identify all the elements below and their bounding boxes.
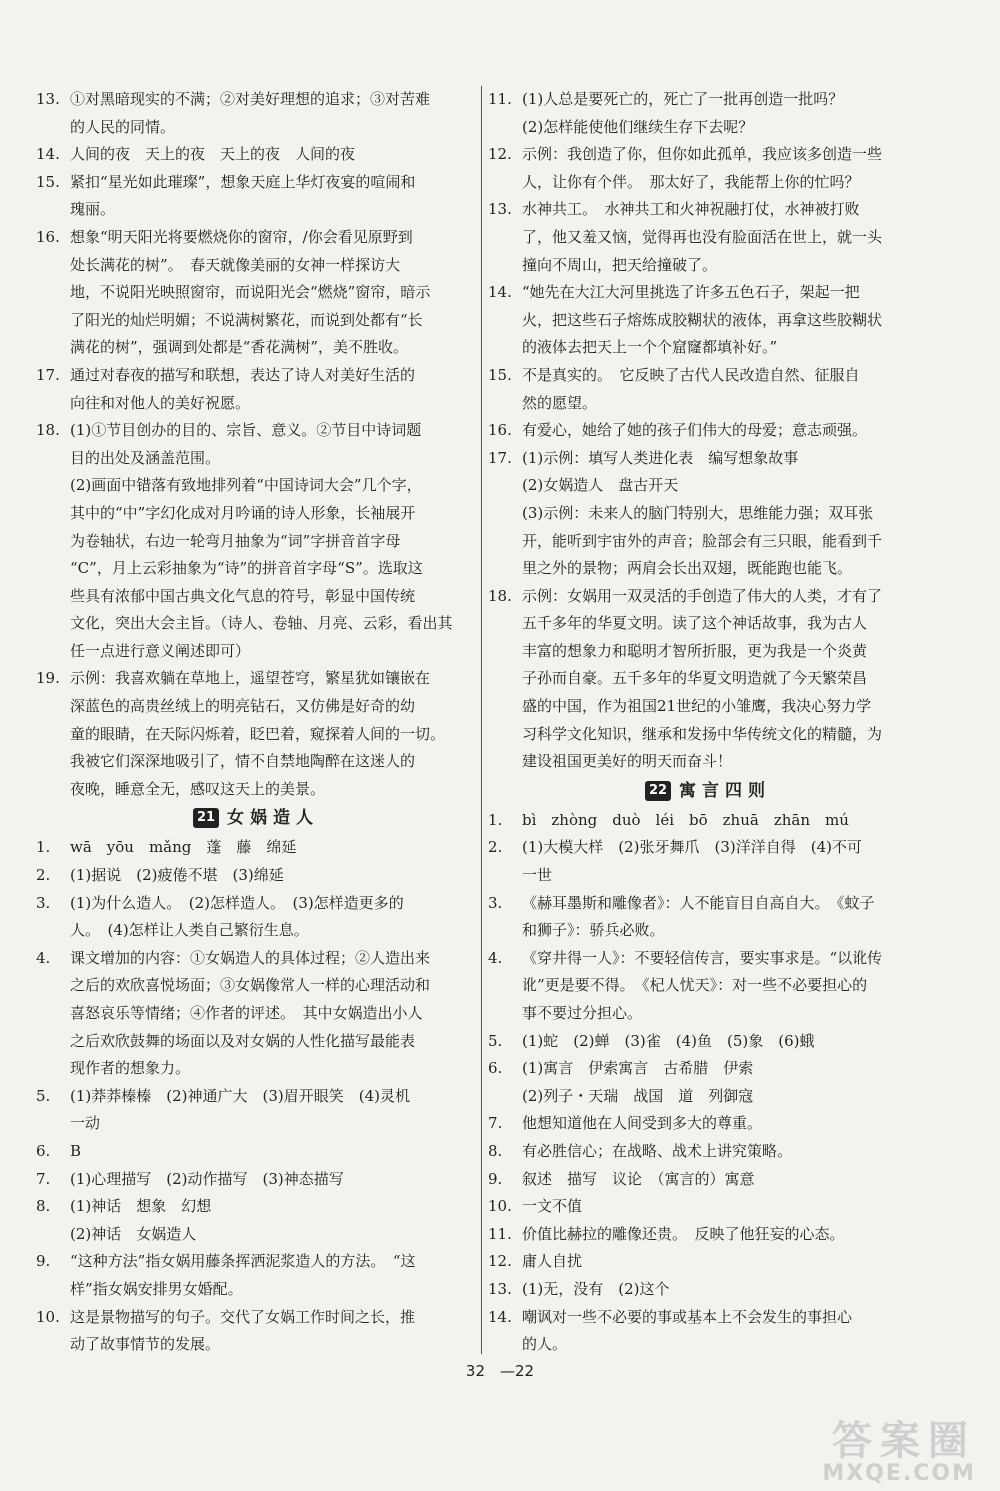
answer-line: (1)神话 想象 幻想: [70, 1197, 212, 1216]
answer-line: 撞向不周山，把天给撞破了。: [522, 255, 718, 274]
answer-number: 2.: [36, 866, 51, 885]
answer-item: [36, 86, 476, 141]
answer-number: 9.: [36, 1252, 51, 1271]
answer-line: 一文不值: [522, 1197, 583, 1216]
answer-line: 丰富的想象力和聪明才智所折服，更为我是一个炎黄: [522, 641, 868, 660]
answer-line: 《赫耳墨斯和雕像者》：人不能盲目自高自大。 《蚊子: [522, 893, 875, 912]
answer-line: 有必胜信心；在战略、战术上讲究策略。: [522, 1141, 793, 1160]
answer-item: [36, 417, 476, 665]
answer-line: 叙述 描写 议论 （寓言的）寓意: [522, 1169, 755, 1188]
answer-line: 深蓝色的高贵丝绒上的明亮钻石，又仿佛是好奇的幼: [70, 697, 416, 716]
answer-item: [36, 1138, 476, 1166]
answer-line: 示例：我创造了你，但你如此孤单，我应该多创造一些: [522, 145, 883, 164]
answer-item: [36, 169, 476, 224]
answer-number: 7.: [36, 1169, 51, 1188]
answer-number: 13.: [488, 200, 512, 219]
answer-number: 15.: [488, 365, 512, 384]
answer-line: “她先在大江大河里挑选了许多五色石子，架起一把: [522, 283, 860, 302]
right-answers-lesson-22: [488, 807, 928, 1359]
answer-line: 《穿井得一人》：不要轻信传言，要实事求是。“以讹传: [522, 948, 883, 967]
answer-line: 人间的夜 天上的夜 天上的夜 人间的夜: [70, 145, 356, 164]
answer-item: [36, 224, 476, 362]
answer-number: 10.: [36, 1307, 60, 1326]
answer-item: [488, 1055, 928, 1110]
answer-number: 15.: [36, 172, 60, 191]
left-answers-lesson-21: [36, 834, 476, 1358]
answer-line: 有爱心，她给了她的孩子们伟大的母爱；意志顽强。: [522, 421, 868, 440]
lesson-heading-21: [36, 805, 476, 832]
answer-number: 14.: [36, 145, 60, 164]
answer-item: [488, 86, 928, 141]
answer-line: 子孙而自豪。五千多年的华夏文明造就了今天繁荣昌: [522, 669, 868, 688]
answer-line: 庸人自扰: [522, 1252, 583, 1271]
answer-number: 17.: [488, 448, 512, 467]
lesson-heading-22: [488, 778, 928, 805]
lesson-title: 女娲造人: [227, 808, 320, 829]
answer-item: [488, 807, 928, 835]
answer-item: [488, 583, 928, 776]
answer-line: 不是真实的。 它反映了古代人民改造自然、征服自: [522, 365, 860, 384]
answer-line: 文化，突出大会主旨。（诗人、卷轴、月亮、云彩，看出其: [70, 614, 453, 633]
answer-line: 目的出处及涵盖范围。: [70, 448, 221, 467]
answer-line: 了，他又羞又恼，觉得再也没有脸面活在世上，就一头: [522, 227, 883, 246]
answer-line: (1)①节目创办的目的、宗旨、意义。②节目中诗词题: [70, 421, 422, 440]
answer-number: 19.: [36, 669, 60, 688]
answer-number: 11.: [488, 90, 512, 108]
answer-line: 了阳光的灿烂明媚；不说满树繁花，而说到处都有“长: [70, 310, 423, 329]
answer-number: 5.: [488, 1031, 503, 1050]
answer-line: ①对黑暗现实的不满；②对美好理想的追求；③对苦难: [70, 90, 431, 108]
left-column: [36, 86, 476, 1359]
answer-line: 事不要过分担心。: [522, 1004, 643, 1022]
answer-item: [488, 1028, 928, 1056]
watermark-text: 答案圈: [832, 1418, 976, 1464]
answer-line: 现作者的想象力。: [70, 1059, 191, 1078]
answer-item: [488, 1166, 928, 1194]
answer-line: 课文增加的内容：①女娲造人的具体过程；②人造出来: [70, 948, 431, 967]
answer-line: (3)示例：未来人的脑门特别大，思维能力强；双耳张: [522, 503, 874, 522]
answer-item: [488, 1193, 928, 1221]
answer-item: [488, 196, 928, 279]
answer-number: 6.: [36, 1141, 51, 1160]
answer-item: [488, 1248, 928, 1276]
answer-number: 4.: [488, 948, 503, 967]
answer-number: 4.: [36, 948, 51, 967]
right-answers-lesson-21: [488, 86, 928, 776]
answer-line: 嘲讽对一些不必要的事或基本上不会发生的事担心: [522, 1307, 853, 1326]
answer-item: [36, 665, 476, 803]
answer-number: 13.: [488, 1279, 512, 1298]
answer-line: (2)列子・天瑞 战国 道 列御寇: [522, 1086, 754, 1105]
answer-item: [488, 1221, 928, 1249]
answer-line: (2)画面中错落有致地排列着“中国诗词大会”几个字，: [70, 476, 422, 495]
answer-item: [488, 834, 928, 889]
answer-line: 的液体去把天上一个个窟窿都填补好。”: [522, 338, 778, 357]
answer-line: 五千多年的华夏文明。读了这个神话故事，我为古人: [522, 614, 868, 633]
answer-number: 1.: [36, 838, 51, 857]
answer-line: (1)大模大样 (2)张牙舞爪 (3)洋洋自得 (4)不可: [522, 838, 862, 857]
answer-number: 9.: [488, 1169, 503, 1188]
answer-line: (1)心理描写 (2)动作描写 (3)神态描写: [70, 1169, 344, 1188]
answer-number: 11.: [488, 1224, 512, 1243]
answer-line: 示例：女娲用一双灵活的手创造了伟大的人类，才有了: [522, 586, 883, 605]
answer-number: 12.: [488, 1252, 512, 1271]
answer-item: [36, 834, 476, 862]
answer-number: 6.: [488, 1059, 503, 1078]
answer-line: (2)女娲造人 盘古开天: [522, 476, 679, 495]
answer-line: 童的眼睛，在天际闪烁着，眨巴着，窥探着人间的一切。: [70, 724, 446, 743]
answer-line: (1)莽莽榛榛 (2)神通广大 (3)眉开眼笑 (4)灵机: [70, 1086, 410, 1105]
answer-line: 人，让你有个伴。 那太好了，我能帮上你的忙吗？: [522, 172, 860, 191]
answer-item: [36, 1083, 476, 1138]
answer-item: [488, 445, 928, 583]
answer-item: [488, 279, 928, 362]
answer-line: 开，能听到宇宙外的声音；脸部会有三只眼，能看到千: [522, 531, 883, 550]
answer-number: 2.: [488, 838, 503, 857]
answer-line: 人。 (4)怎样让人类自己繁衍生息。: [70, 921, 309, 940]
answer-line: (1)为什么造人。 (2)怎样造人。 (3)怎样造更多的: [70, 893, 404, 912]
answer-number: 14.: [488, 283, 512, 302]
answer-item: [36, 1304, 476, 1359]
watermark-url: MXQE.COM: [822, 1461, 976, 1486]
answer-item: [488, 945, 928, 1028]
answer-line: (1)蛇 (2)蝉 (3)雀 (4)鱼 (5)象 (6)蛾: [522, 1031, 815, 1050]
left-answers-lesson-20: [36, 86, 476, 803]
answer-line: 夜晚，睡意全无，感叹这天上的美景。: [70, 779, 326, 798]
answer-line: 建设祖国更美好的明天而奋斗！: [522, 752, 733, 771]
answer-line: (1)无，没有 (2)这个: [522, 1279, 670, 1298]
right-column: [488, 86, 928, 1359]
answer-line: 一动: [70, 1114, 101, 1133]
answer-item: [488, 1276, 928, 1304]
lesson-title: 寓言四则: [679, 780, 772, 801]
answer-item: [488, 417, 928, 445]
answer-line: “C”，月上云彩抽象为“诗”的拼音首字母“S”。选取这: [70, 559, 423, 578]
answer-line: (1)据说 (2)疲倦不堪 (3)绵延: [70, 866, 284, 885]
answer-line: 瑰丽。: [70, 200, 116, 219]
answer-line: 讹”更是要不得。 《杞人忧天》：对一些不必要担心的: [522, 976, 868, 995]
answer-line: (1)示例：填写人类进化表 编写想象故事: [522, 448, 799, 467]
answer-line: 之后的欢欣喜悦场面；③女娲像常人一样的心理活动和: [70, 976, 431, 995]
answer-line: 然的愿望。: [522, 393, 598, 412]
answer-item: [36, 141, 476, 169]
answer-line: wā yōu mǎng 蓬 藤 绵延: [70, 838, 297, 857]
answer-item: [488, 1138, 928, 1166]
answer-line: 地，不说阳光映照窗帘，而说阳光会“燃烧”窗帘，暗示: [70, 283, 431, 302]
answer-line: 的人。: [522, 1335, 568, 1354]
answer-line: 习科学文化知识，继承和发扬中华传统文化的精髓，为: [522, 724, 883, 743]
answer-number: 1.: [488, 810, 503, 829]
answer-number: 8.: [36, 1197, 51, 1216]
column-divider: [481, 86, 482, 1354]
answer-number: 13.: [36, 90, 60, 108]
watermark-logo: [822, 1420, 976, 1486]
answer-line: 之后欢欣鼓舞的场面以及对女娲的人性化描写最能表: [70, 1031, 416, 1050]
answer-item: [36, 362, 476, 417]
answer-line: 火，把这些石子熔炼成胶糊状的液体，再拿这些胶糊状: [522, 310, 883, 329]
answer-line: “这种方法”指女娲用藤条挥洒泥浆造人的方法。 “这: [70, 1252, 416, 1271]
answer-line: (1)人总是要死亡的，死亡了一批再创造一批吗？: [522, 90, 844, 108]
answer-number: 3.: [488, 893, 503, 912]
answer-line: 喜怒哀乐等情绪；④作者的评述。 其中女娲造出小人: [70, 1004, 423, 1022]
answer-line: 价值比赫拉的雕像还贵。 反映了他狂妄的心态。: [522, 1224, 845, 1243]
answer-number: 18.: [36, 421, 60, 440]
answer-line: (2)怎样能使他们继续生存下去呢？: [522, 117, 754, 136]
answer-item: [488, 890, 928, 945]
answer-item: [488, 1304, 928, 1359]
answer-line: 这是景物描写的句子。交代了女娲工作时间之长，推: [70, 1307, 416, 1326]
answer-number: 8.: [488, 1141, 503, 1160]
answer-line: 一世: [522, 866, 553, 885]
answer-item: [36, 1248, 476, 1303]
answer-line: 动了故事情节的发展。: [70, 1335, 221, 1354]
answer-line: (2)神话 女娲造人: [70, 1224, 197, 1243]
answer-line: 示例：我喜欢躺在草地上，遥望苍穹，繁星犹如镶嵌在: [70, 669, 431, 688]
answer-number: 18.: [488, 586, 512, 605]
answer-line: 里之外的景物；两肩会长出双翅，既能跑也能飞。: [522, 559, 853, 578]
answer-number: 17.: [36, 365, 60, 384]
answer-line: 通过对春夜的描写和联想，表达了诗人对美好生活的: [70, 365, 416, 384]
answer-line: 我被它们深深地吸引了，情不自禁地陶醉在这迷人的: [70, 752, 416, 771]
answer-number: 12.: [488, 145, 512, 164]
answer-item: [36, 1193, 476, 1248]
answer-item: [488, 1110, 928, 1138]
answer-line: B: [70, 1141, 82, 1160]
answer-number: 3.: [36, 893, 51, 912]
answer-item: [36, 862, 476, 890]
answer-item: [488, 141, 928, 196]
answer-number: 10.: [488, 1197, 512, 1216]
answer-item: [36, 890, 476, 945]
answer-number: 14.: [488, 1307, 512, 1326]
answer-line: 紧扣“星光如此璀璨”，想象天庭上华灯夜宴的喧闹和: [70, 172, 416, 191]
answer-line: bì zhòng duò léi bō zhuā zhān mú: [522, 810, 849, 829]
answer-item: [488, 362, 928, 417]
answer-line: 盛的中国，作为祖国21世纪的小雏鹰，我决心努力学: [522, 697, 872, 716]
answer-item: [36, 945, 476, 1083]
answer-line: 些具有浓郁中国古典文化气息的符号，彰显中国传统: [70, 586, 416, 605]
answer-line: 向往和对他人的美好祝愿。: [70, 393, 251, 412]
answer-line: 水神共工。 水神共工和火神祝融打仗，水神被打败: [522, 200, 860, 219]
answer-line: 满花的树”，强调到处都是“香花满树”，美不胜收。: [70, 338, 409, 357]
answer-number: 7.: [488, 1114, 503, 1133]
lesson-number-badge: 21: [193, 808, 219, 828]
answer-line: 样”指女娲安排男女婚配。: [70, 1279, 243, 1298]
answer-line: 为卷轴状，右边一轮弯月抽象为“词”字拼音首字母: [70, 531, 401, 550]
answer-line: 其中的“中”字幻化成对月吟诵的诗人形象，长袖展开: [70, 503, 416, 522]
lesson-number-badge: 22: [645, 781, 671, 801]
answer-number: 16.: [36, 227, 60, 246]
answer-number: 5.: [36, 1086, 51, 1105]
answer-line: 任一点进行意义阐述即可）: [70, 641, 251, 660]
answer-line: 他想知道他在人间受到多大的尊重。: [522, 1114, 763, 1133]
answer-line: 和狮子》：骄兵必败。: [522, 921, 665, 940]
page-number: 32 —22: [465, 1362, 535, 1380]
answer-item: [36, 1166, 476, 1194]
answer-line: 想象“明天阳光将要燃烧你的窗帘，/你会看见原野到: [70, 227, 413, 246]
answer-line: (1)寓言 伊索寓言 古希腊 伊索: [522, 1059, 754, 1078]
answer-line: 的人民的同情。: [70, 117, 176, 136]
answer-line: 处长满花的树”。 春天就像美丽的女神一样探访大: [70, 255, 401, 274]
answer-number: 16.: [488, 421, 512, 440]
